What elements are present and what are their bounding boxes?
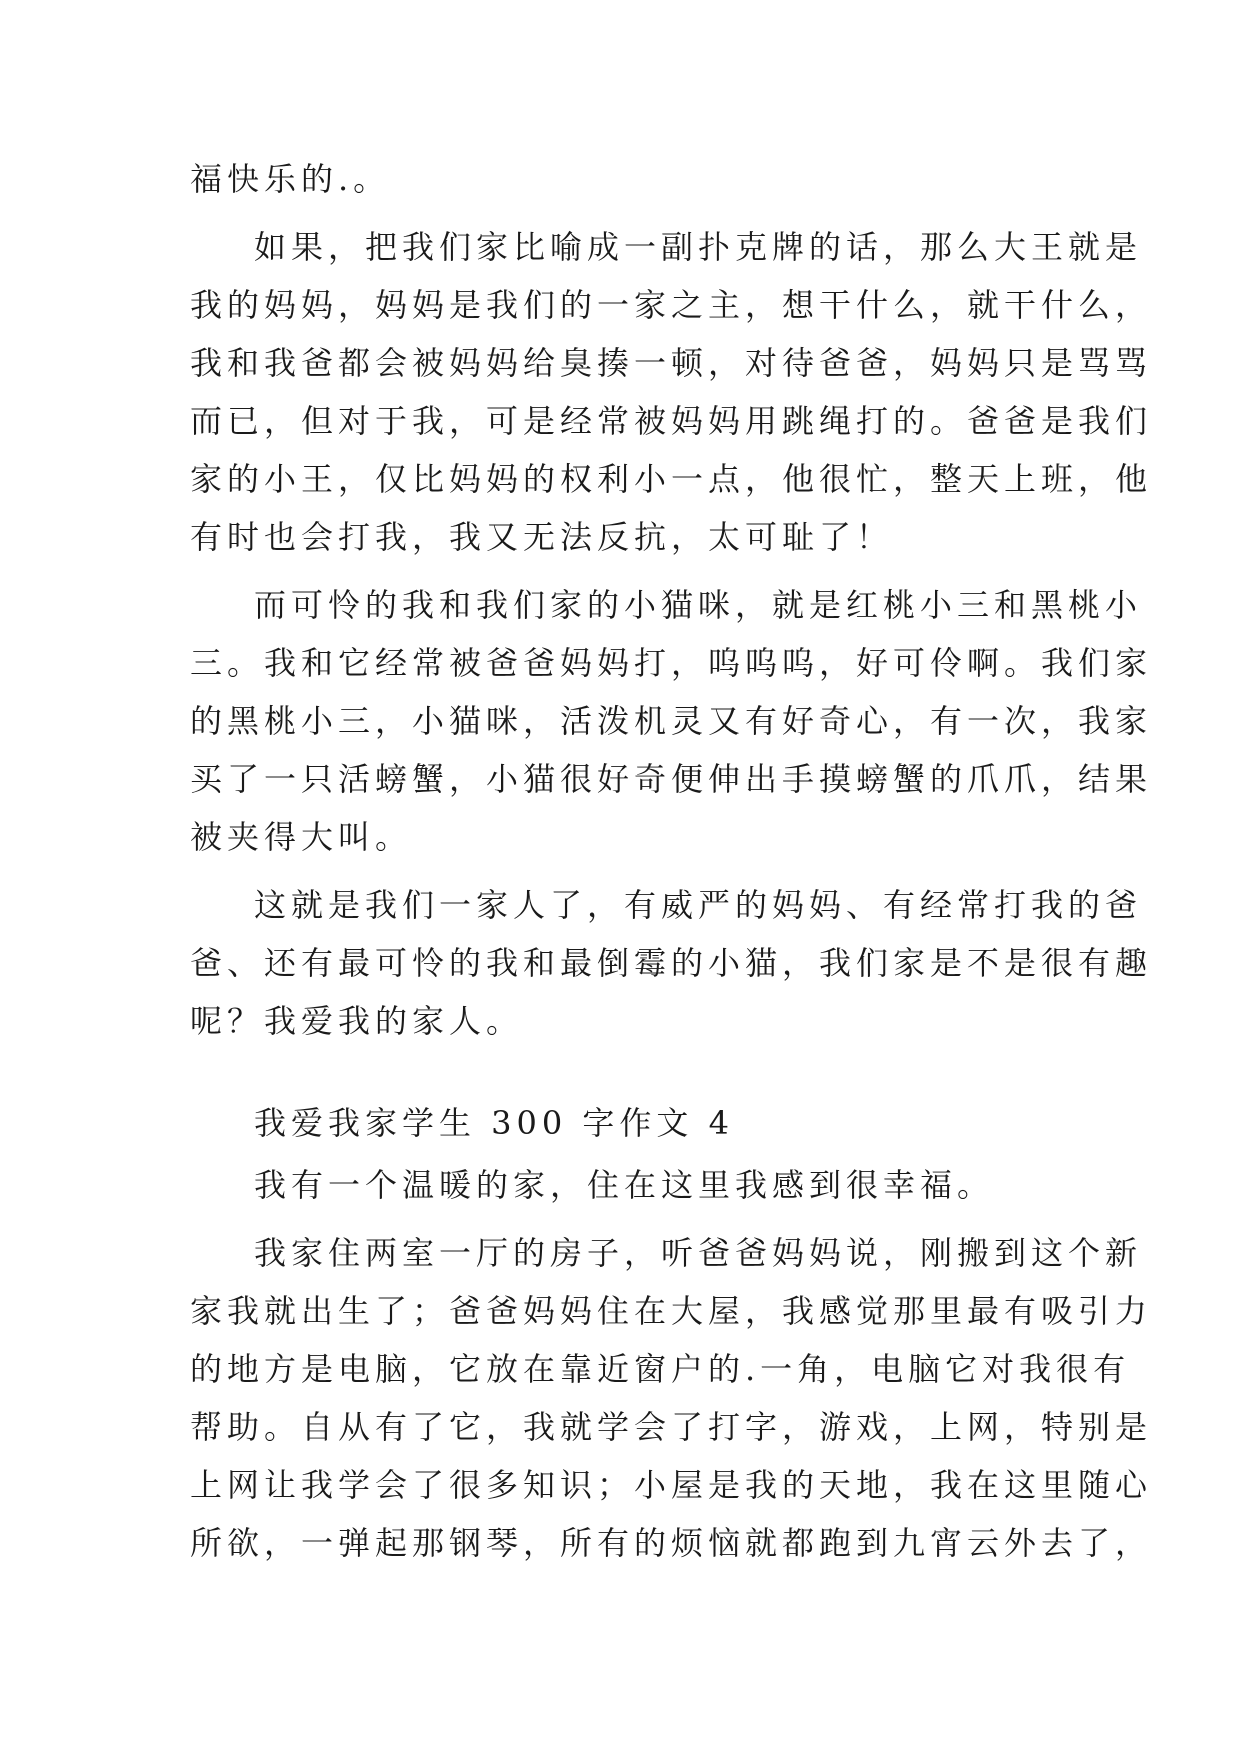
text-line: 家我就出生了；爸爸妈妈住在大屋，我感觉那里最有吸引力: [190, 1292, 1153, 1330]
text-line: 买了一只活螃蟹，小猫很好奇便伸出手摸螃蟹的爪爪，结果: [190, 760, 1153, 798]
text-line: 三。我和它经常被爸爸妈妈打，呜呜呜，好可伶啊。我们家: [190, 644, 1153, 682]
text-line: 而已，但对于我，可是经常被妈妈用跳绳打的。爸爸是我们: [190, 402, 1153, 440]
paragraph-start-line: 我家住两室一厅的房子，听爸爸妈妈说，刚搬到这个新: [254, 1234, 1143, 1272]
text-line: 的黑桃小三，小猫咪，活泼机灵又有好奇心，有一次，我家: [190, 702, 1153, 740]
text-line: 我的妈妈，妈妈是我们的一家之主，想干什么，就干什么，: [190, 286, 1153, 324]
text-line: 福快乐的.。: [190, 160, 391, 198]
paragraph-start-line: 而可怜的我和我们家的小猫咪，就是红桃小三和黑桃小: [254, 586, 1143, 624]
text-line: 所欲，一弹起那钢琴，所有的烦恼就都跑到九宵云外去了，: [190, 1524, 1153, 1562]
text-line: 被夹得大叫。: [190, 818, 413, 856]
paragraph-start-line: 这就是我们一家人了，有威严的妈妈、有经常打我的爸: [254, 886, 1143, 924]
text-line: 呢？我爱我的家人。: [190, 1002, 524, 1040]
text-line: 家的小王，仅比妈妈的权利小一点，他很忙，整天上班，他: [190, 460, 1153, 498]
text-line: 爸、还有最可怜的我和最倒霉的小猫，我们家是不是很有趣: [190, 944, 1153, 982]
section-heading: 我爱我家学生 300 字作文 4: [254, 1104, 734, 1142]
text-line: 上网让我学会了很多知识；小屋是我的天地，我在这里随心: [190, 1466, 1153, 1504]
text-line: 的地方是电脑，它放在靠近窗户的.一角，电脑它对我很有: [190, 1350, 1131, 1388]
paragraph-start-line: 如果，把我们家比喻成一副扑克牌的话，那么大王就是: [254, 228, 1143, 266]
text-line: 有时也会打我，我又无法反抗，太可耻了！: [190, 518, 894, 556]
paragraph-start-line: 我有一个温暖的家，住在这里我感到很幸福。: [254, 1166, 995, 1204]
text-line: 帮助。自从有了它，我就学会了打字，游戏，上网，特别是: [190, 1408, 1153, 1446]
text-line: 我和我爸都会被妈妈给臭揍一顿，对待爸爸，妈妈只是骂骂: [190, 344, 1153, 382]
